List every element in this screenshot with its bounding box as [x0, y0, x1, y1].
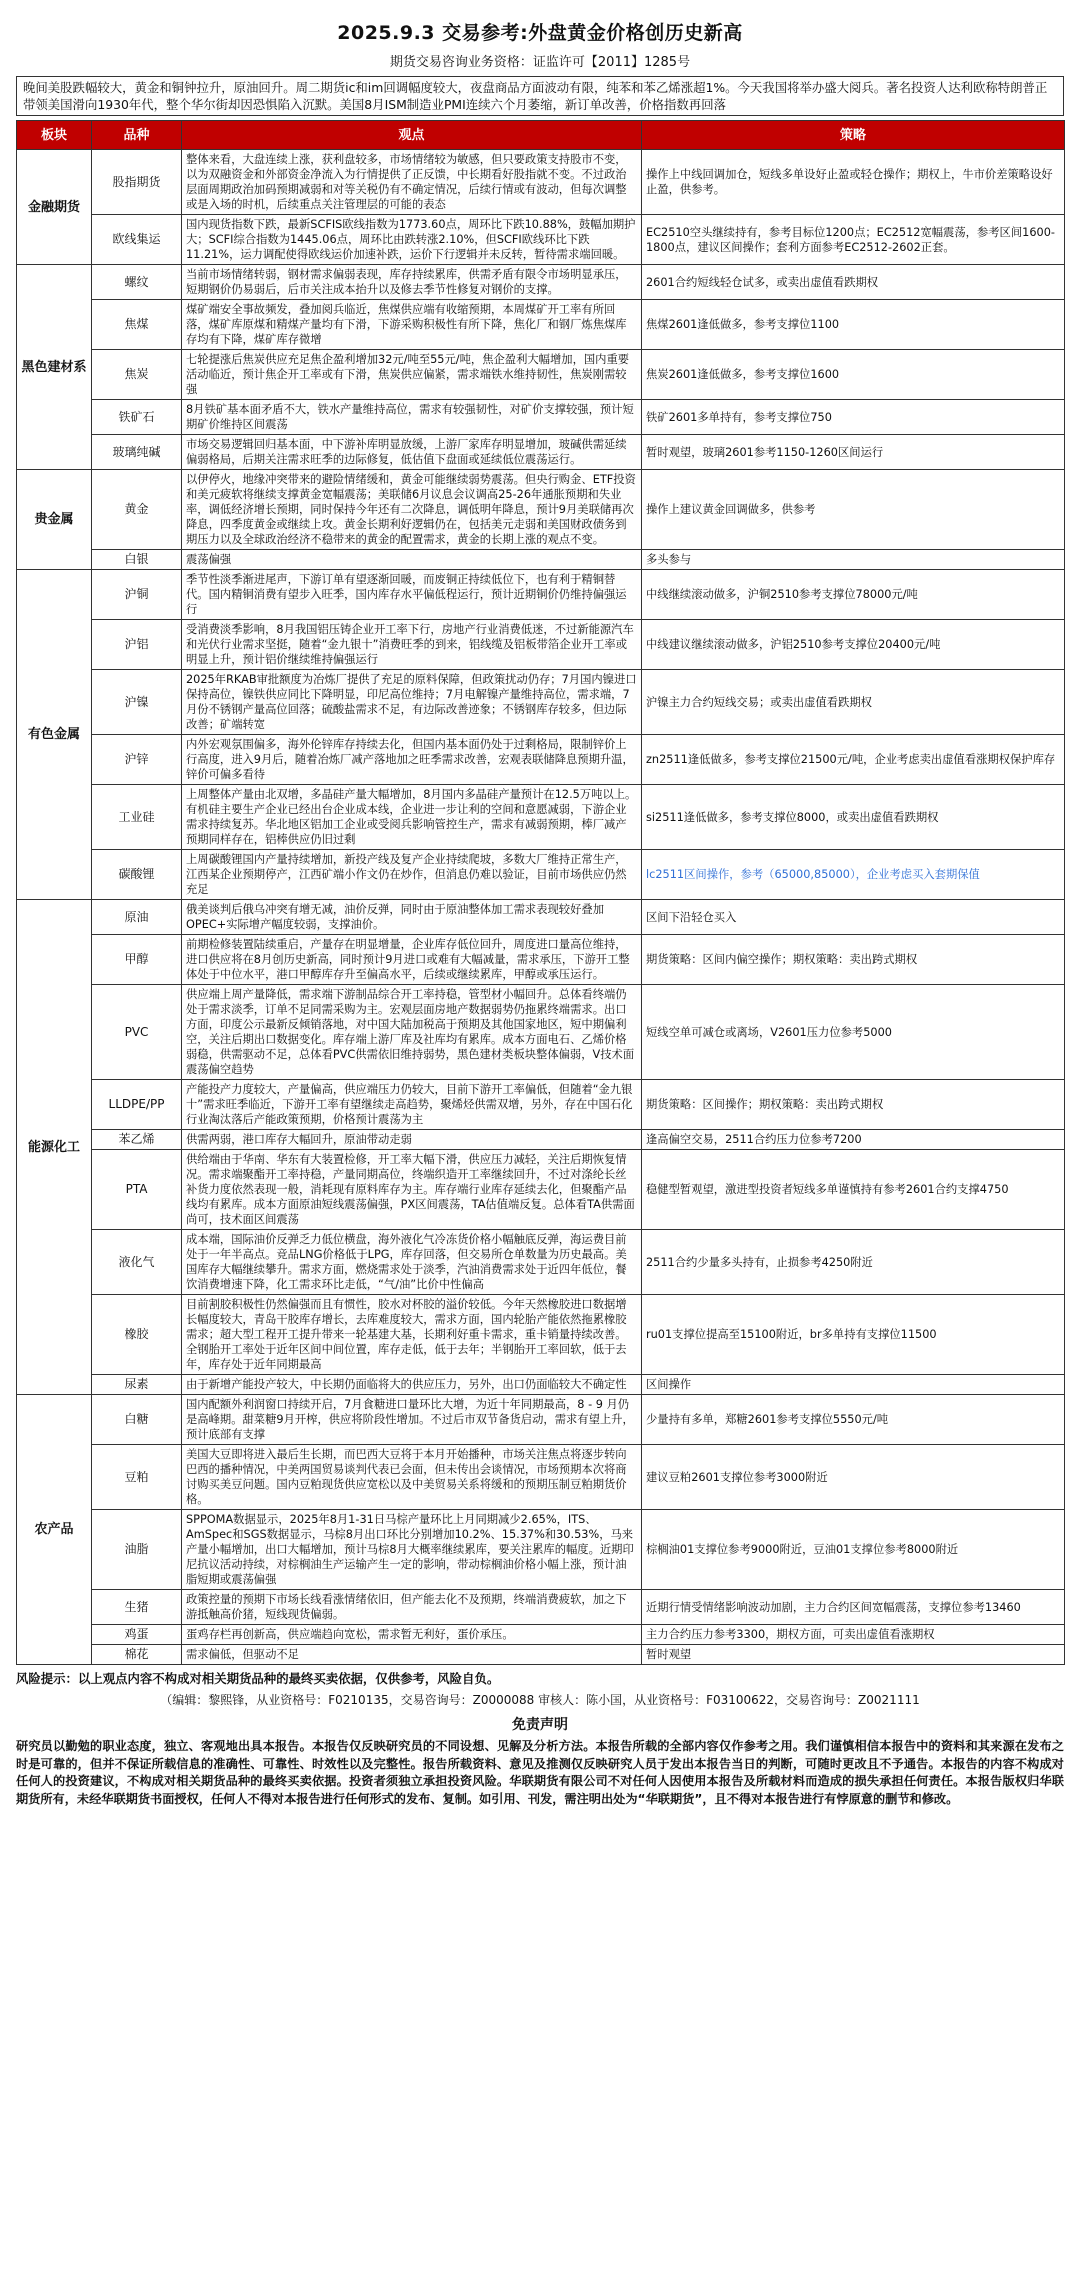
strategy-cell: 短线空单可减仓或离场，V2601压力位参考5000: [642, 985, 1065, 1080]
strategy-cell: 期货策略：区间内偏空操作；期权策略：卖出跨式期权: [642, 935, 1065, 985]
product-cell: 焦煤: [92, 300, 182, 350]
table-row: [17, 1445, 1065, 1510]
product-cell: 工业硅: [92, 785, 182, 850]
strategy-cell: 暂时观望，玻璃2601参考1150-1260区间运行: [642, 435, 1065, 470]
sector-cell: 有色金属: [17, 570, 92, 900]
strategy-cell: 操作上中线回调加仓，短线多单设好止盈或轻仓操作；期权上，牛市价差策略设好止盈，供参考。: [642, 150, 1065, 215]
strategy-cell: 暂时观望: [642, 1645, 1065, 1665]
strategy-cell: 2511合约少量多头持有，止损参考4250附近: [642, 1230, 1065, 1295]
view-cell: 蛋鸡存栏再创新高，供应端趋向宽松，需求暂无利好，蛋价承压。: [182, 1625, 642, 1645]
strategy-cell: 棕榈油01支撑位参考9000附近，豆油01支撑位参考8000附近: [642, 1510, 1065, 1590]
view-cell: 8月铁矿基本面矛盾不大，铁水产量维持高位，需求有较强韧性，对矿价支撑较强，预计短期矿价维持区间震荡: [182, 400, 642, 435]
strategy-cell: lc2511区间操作，参考（65000,85000），企业考虑买入套期保值: [642, 850, 1065, 900]
report-page: [16, 0, 1064, 1808]
product-cell: 螺纹: [92, 265, 182, 300]
product-cell: 股指期货: [92, 150, 182, 215]
strategy-cell: 焦炭2601逢低做多，参考支撑位1600: [642, 350, 1065, 400]
strategy-cell: 主力合约压力参考3300，期权方面，可卖出虚值看涨期权: [642, 1625, 1065, 1645]
strategy-cell: 稳健型暂观望，激进型投资者短线多单谨慎持有参考2601合约支撑4750: [642, 1150, 1065, 1230]
reference-table: [16, 120, 1065, 1665]
view-cell: 供应端上周产量降低，需求端下游制品综合开工率持稳，管型材小幅回升。总体看终端仍处于需求淡季，订单不足同需采购为主。宏观层面房地产数据弱势仍拖累终端需求。出口方面，印度公示最新反倾销落地，对中国大陆加税高于预期及其他国家地区，短中期偏利空，关注后期出口数据变化。库存端上游厂库及社库均有累库。成本方面电石、乙烯价格弱稳，供需驱动不足，总体看PVC供需依旧维持弱势，黑色建材类板块整体偏弱，V技术面震荡偏空趋势: [182, 985, 642, 1080]
strategy-cell: 建议豆粕2601支撑位参考3000附近: [642, 1445, 1065, 1510]
table-row: [17, 620, 1065, 670]
header-product: 品种: [92, 121, 182, 150]
table-row: [17, 1080, 1065, 1130]
view-cell: SPPOMA数据显示，2025年8月1-31日马棕产量环比上月同期减少2.65%，ITS、AmSpec和SGS数据显示，马棕8月出口环比分别增加10.2%、15.37%和30.53%，马来产量小幅增加，出口大幅增加，预计马棕8月大概率继续累库，要关注累库的幅度。近期印尼抗议活动持续，对棕榈油生产运输产生一定的影响，带动棕榈油价格小幅上涨，预计油脂短期或震荡偏强: [182, 1510, 642, 1590]
strategy-cell: 中线继续滚动做多，沪铜2510参考支撑位78000元/吨: [642, 570, 1065, 620]
product-cell: 沪锌: [92, 735, 182, 785]
table-row: [17, 1230, 1065, 1295]
strategy-cell: 近期行情受情绪影响波动加剧，主力合约区间宽幅震荡，支撑位参考13460: [642, 1590, 1065, 1625]
view-cell: 政策控量的预期下市场长线看涨情绪依旧，但产能去化不及预期，终端消费疲软，加之下游抵触高价猪，短线现货偏弱。: [182, 1590, 642, 1625]
table-row: [17, 1625, 1065, 1645]
disclaimer-title: 免责声明: [512, 1717, 568, 1733]
table-body: [17, 150, 1065, 1665]
table-row: [17, 570, 1065, 620]
table-row: [17, 1590, 1065, 1625]
product-cell: 苯乙烯: [92, 1130, 182, 1150]
table-row: [17, 265, 1065, 300]
product-cell: PVC: [92, 985, 182, 1080]
sector-cell: 能源化工: [17, 900, 92, 1395]
product-cell: 尿素: [92, 1375, 182, 1395]
view-cell: 市场交易逻辑回归基本面，中下游补库明显放缓，上游厂家库存明显增加，玻碱供需延续偏弱格局，后期关注需求旺季的边际修复，低估值下盘面或延续低位震荡运行。: [182, 435, 642, 470]
table-row: [17, 850, 1065, 900]
product-cell: 铁矿石: [92, 400, 182, 435]
table-row: [17, 1645, 1065, 1665]
table-row: [17, 1130, 1065, 1150]
product-cell: 液化气: [92, 1230, 182, 1295]
strategy-cell: 铁矿2601多单持有，参考支撑位750: [642, 400, 1065, 435]
strategy-cell: ru01支撑位提高至15100附近，br多单持有支撑位11500: [642, 1295, 1065, 1375]
strategy-cell: 逢高偏空交易，2511合约压力位参考7200: [642, 1130, 1065, 1150]
table-row: [17, 985, 1065, 1080]
table-row: [17, 670, 1065, 735]
strategy-cell: 多头参与: [642, 550, 1065, 570]
header-sector: 板块: [17, 121, 92, 150]
table-header-row: [17, 121, 1065, 150]
product-cell: PTA: [92, 1150, 182, 1230]
view-cell: 供需两弱，港口库存大幅回升，原油带动走弱: [182, 1130, 642, 1150]
view-cell: 上周整体产量由北双增，多晶硅产量大幅增加，8月国内多晶硅产量预计在12.5万吨以上。有机硅主要生产企业已经出台企业成本线，企业进一步让利的空间和意愿减弱，下游企业需求持续复苏。华北地区铝加工企业或受阅兵影响管控生产，需求有减弱预期，棒厂减产预期同样存在，铝棒供应仍旧过剩: [182, 785, 642, 850]
market-intro: 晚间美股跌幅较大，黄金和铜钟拉升，原油回升。周二期货ic和im回调幅度较大，夜盘商品方面波动有限，纯苯和苯乙烯涨超1%。今天我国将举办盛大阅兵。著名投资人达利欧称特朗普正带领美国滑向1930年代，整个华尔街却因恐惧陷入沉默。美国8月ISM制造业PMI连续六个月萎缩，新订单改善，价格指数再回落: [16, 76, 1064, 116]
strategy-cell: 焦煤2601逢低做多，参考支撑位1100: [642, 300, 1065, 350]
product-cell: 生猪: [92, 1590, 182, 1625]
page-title: 2025.9.3 交易参考:外盘黄金价格创历史新高: [337, 22, 743, 44]
table-row: [17, 550, 1065, 570]
view-cell: 需求偏低，但驱动不足: [182, 1645, 642, 1665]
strategy-cell: 期货策略：区间操作；期权策略：卖出跨式期权: [642, 1080, 1065, 1130]
sector-cell: 贵金属: [17, 470, 92, 570]
table-row: [17, 1395, 1065, 1445]
strategy-cell: 操作上建议黄金回调做多，供参考: [642, 470, 1065, 550]
product-cell: 玻璃纯碱: [92, 435, 182, 470]
table-row: [17, 1375, 1065, 1395]
table-row: [17, 735, 1065, 785]
product-cell: 沪铜: [92, 570, 182, 620]
view-cell: 美国大豆即将进入最后生长期，而巴西大豆将于本月开始播种，市场关注焦点将逐步转向巴西的播种情况，中美两国贸易谈判代表已会面，但未传出会谈情况，市场预期本次将商讨购买美豆问题。国内豆粕现货供应宽松以及中美贸易关系将缓和的预期压制豆粕期货价格。: [182, 1445, 642, 1510]
product-cell: 棉花: [92, 1645, 182, 1665]
table-row: [17, 935, 1065, 985]
strategy-cell: 少量持有多单，郑糖2601参考支撑位5550元/吨: [642, 1395, 1065, 1445]
view-cell: 内外宏观氛围偏多，海外伦锌库存持续去化，但国内基本面仍处于过剩格局，限制锌价上行高度，进入9月后，随着冶炼厂减产落地加之旺季需求改善，宏观表联储降息预期升温，锌价可偏多看待: [182, 735, 642, 785]
table-row: [17, 470, 1065, 550]
product-cell: 甲醇: [92, 935, 182, 985]
header-strategy: 策略: [642, 121, 1065, 150]
view-cell: 国内配额外利润窗口持续开启，7月食糖进口量环比大增，为近十年同期最高，8 - 9 月仍是高峰期。甜菜糖9月开榨，供应将阶段性增加。不过后市双节备货启动，需求有望上升，预计底部有支撑: [182, 1395, 642, 1445]
product-cell: 焦炭: [92, 350, 182, 400]
product-cell: 沪铝: [92, 620, 182, 670]
view-cell: 季节性淡季渐进尾声，下游订单有望逐渐回暖，而废铜正持续低位下，也有利于精铜替代。国内精铜消费有望步入旺季，国内库存水平偏低程运行，预计近期铜价仍维持偏强运行: [182, 570, 642, 620]
table-row: [17, 350, 1065, 400]
sector-cell: 黑色建材系: [17, 265, 92, 470]
product-cell: 鸡蛋: [92, 1625, 182, 1645]
product-cell: LLDPE/PP: [92, 1080, 182, 1130]
disclaimer-text: 研究员以勤勉的职业态度，独立、客观地出具本报告。本报告仅反映研究员的不同设想、见解及分析方法。本报告所载的全部内容仅作参考之用。我们谨慎相信本报告中的资料和其来源在发布之时是可靠的，但并不保证所载信息的准确性、可靠性、时效性以及完整性。报告所载资料、意见及推测仅反映研究人员于发出本报告当日的判断，可随时更改且不予通告。本报告的内容不构成对任何人的投资建议，不构成对相关期货品种的最终买卖依据。投资者须独立承担投资风险。华联期货有限公司不对任何人因使用本报告及所载材料而造成的损失承担任何责任。本报告版权归华联期货所有，未经华联期货书面授权，任何人不得对本报告进行任何形式的发布、复制。如引用、刊发，需注明出处为“华联期货”，且不得对本报告进行有悖原意的删节和修改。: [16, 1739, 1064, 1806]
view-cell: 供给端由于华南、华东有大装置检修，开工率大幅下滑，供应压力减轻，关注后期恢复情况。需求端聚酯开工率持稳，产量同期高位，终端织造开工率继续回升，不过对涤纶长丝补货力度依然表现一般，消耗现有原料库存为主。库存端行业库存延续去化，但聚酯产品线均有累库。成本方面原油短线震荡偏强，PX区间震荡，TA估值端反复。总体看TA供需面尚可，技术面区间震荡: [182, 1150, 642, 1230]
table-row: [17, 435, 1065, 470]
table-row: [17, 1295, 1065, 1375]
view-cell: 国内现货指数下跌，最新SCFIS欧线指数为1773.60点，周环比下跌10.88%，鼓幅加期护大；SCFI综合指数为1445.06点，周环比由跌转涨2.10%，但SCFI欧线环比下跌11.21%，运力调配使得欧线运价加速补跌，运价下行逻辑并未反转，暂待需求端回暖。: [182, 215, 642, 265]
product-cell: 白糖: [92, 1395, 182, 1445]
view-cell: 成本端，国际油价反弹乏力低位横盘，海外液化气冷冻货价格小幅触底反弹，海运费目前处于一年半高点。竞品LNG价格低于LPG，库存回落，但交易所仓单数量为历史最高。美国库存大幅继续攀升。需求方面，燃烧需求处于淡季，汽油消费需求处于近四年低位，餐饮消费增速下降，化工需求环比走低，“气/油”比价中性偏高: [182, 1230, 642, 1295]
header-view: 观点: [182, 121, 642, 150]
strategy-cell: 中线建议继续滚动做多，沪铝2510参考支撑位20400元/吨: [642, 620, 1065, 670]
view-cell: 由于新增产能投产较大，中长期仍面临将大的供应压力，另外，出口仍面临较大不确定性: [182, 1375, 642, 1395]
sector-cell: 农产品: [17, 1395, 92, 1665]
table-row: [17, 1510, 1065, 1590]
view-cell: 产能投产力度较大，产量偏高，供应端压力仍较大，目前下游开工率偏低，但随着“金九银十”需求旺季临近，下游开工率有望继续走高趋势，聚烯烃供需双增，另外，存在中国石化行业淘汰落后产能政策预期，价格预计震荡为主: [182, 1080, 642, 1130]
strategy-cell: 2601合约短线轻仓试多，或卖出虚值看跌期权: [642, 265, 1065, 300]
sector-cell: 金融期货: [17, 150, 92, 265]
product-cell: 黄金: [92, 470, 182, 550]
strategy-cell: zn2511逢低做多，参考支撑位21500元/吨，企业考虑卖出虚值看涨期权保护库存: [642, 735, 1065, 785]
table-row: [17, 400, 1065, 435]
strategy-cell: 沪镍主力合约短线交易；或卖出虚值看跌期权: [642, 670, 1065, 735]
product-cell: 沪镍: [92, 670, 182, 735]
table-row: [17, 785, 1065, 850]
product-cell: 原油: [92, 900, 182, 935]
table-row: [17, 1150, 1065, 1230]
product-cell: 橡胶: [92, 1295, 182, 1375]
license-subtitle: 期货交易咨询业务资格：证监许可【2011】1285号: [389, 55, 691, 70]
view-cell: 目前割胶积极性仍然偏强而且有惯性，胶水对杯胶的溢价较低。今年天然橡胶进口数据增长幅度较大，青岛干胶库存增长，去库难度较大，需求方面，国内轮胎产能依然拖累橡胶需求；超大型工程开工提升带来一轮基建大基，长期利好重卡需求，重卡销量持续改善。全钢胎开工率处于近年区间中间位置，库存走低，低于去年；半钢胎开工率回软，低于去年，库存处于近年同期最高: [182, 1295, 642, 1375]
strategy-cell: EC2510空头继续持有，参考目标位1200点；EC2512宽幅震荡，参考区间1600-1800点，建议区间操作；套利方面参考EC2512-2602正套。: [642, 215, 1065, 265]
view-cell: 整体来看，大盘连续上涨，获利盘较多，市场情绪较为敏感，但只要政策支持股市不变，以为双融资金和外部资金净流入为行情提供了正反馈，中长期看好股指就不变。不过政治层面周期政治加码预期减弱和对等关税仍有不确定情况，后续行情或有波动，但每次调整或是入场的时机，后续重点关注管理层的可能的表态: [182, 150, 642, 215]
view-cell: 以伊停火，地缘冲突带来的避险情绪缓和，黄金可能继续弱势震荡。但央行购金、ETF投资和美元疲软将继续支撑黄金宽幅震荡；美联储6月议息会议调高25-26年通胀预期和失业率，调低经济增长预期，同时保持今年还有二次降息，调低明年降息，预计9月美联储再次降息，四季度黄金或继续上攻。黄金长期利好逻辑仍在，包括美元走弱和美国财政债务到期压力以及全球政治经济不稳带来的黄金的配置需求，黄金的长期上涨的观点不变。: [182, 470, 642, 550]
view-cell: 受消费淡季影响，8月我国铝压铸企业开工率下行，房地产行业消费低迷，不过新能源汽车和光伏行业需求坚挺，随着“金九银十”消费旺季的到来，铝线缆及铝板带箔企业开工率或明显上升，预计铝价继续维持偏强运行: [182, 620, 642, 670]
product-cell: 白银: [92, 550, 182, 570]
table-row: [17, 900, 1065, 935]
view-cell: 七轮提涨后焦炭供应充足焦企盈利增加32元/吨至55元/吨，焦企盈利大幅增加，国内重要活动临近，预计焦企开工率或有下滑，焦炭供应偏紧，需求端铁水维持韧性，焦炭刚需较强: [182, 350, 642, 400]
strategy-cell: 区间操作: [642, 1375, 1065, 1395]
view-cell: 当前市场情绪转弱，钢材需求偏弱表现，库存持续累库，供需矛盾有限令市场明显承压，短期钢价仍易弱后，后市关注成本抬升以及修去季节性修复对钢价的支撑。: [182, 265, 642, 300]
view-cell: 上周碳酸锂国内产量持续增加，新投产线及复产企业持续爬坡，多数大厂维持正常生产，江西某企业预期停产，江西矿端小作文仍在炒作，但消息仍难以验证，目前市场供应仍然充足: [182, 850, 642, 900]
product-cell: 豆粕: [92, 1445, 182, 1510]
product-cell: 碳酸锂: [92, 850, 182, 900]
strategy-cell: 区间下沿轻仓买入: [642, 900, 1065, 935]
strategy-cell: si2511逢低做多，参考支撑位8000，或卖出虚值看跌期权: [642, 785, 1065, 850]
view-cell: 前期检修装置陆续重启，产量存在明显增量，企业库存低位回升，周度进口量高位维持，进口供应将在8月创历史新高，同时预计9月进口或难有大幅减量，需求承压，下游开工整体处于中位水平，港口甲醇库存升至偏高水平，后续或继续累库，甲醇或承压运行。: [182, 935, 642, 985]
view-cell: 俄美谈判后俄乌冲突有增无减，油价反弹，同时由于原油整体加工需求表现较好叠加OPEC+实际增产幅度较弱，支撑油价。: [182, 900, 642, 935]
editor-info: （编辑：黎熙锋，从业资格号：F0210135，交易咨询号：Z0000088 审核人：陈小国，从业资格号：F03100622，交易咨询号：Z0021111: [160, 1693, 920, 1707]
table-row: [17, 300, 1065, 350]
product-cell: 欧线集运: [92, 215, 182, 265]
table-row: [17, 215, 1065, 265]
view-cell: 2025年RKAB审批额度为冶炼厂提供了充足的原料保障，但政策扰动仍存；7月国内镍进口保持高位，镍铁供应同比下降明显，印尼高位维持；7月电解镍产量维持高位，需求端，7月份不锈钢产量高位回落；硫酸盐需求不足，有边际改善迹象；不锈钢库存较多，但边际改善；矿端转宽: [182, 670, 642, 735]
product-cell: 油脂: [92, 1510, 182, 1590]
risk-warning: 风险提示：以上观点内容不构成对相关期货品种的最终买卖依据，仅供参考，风险自负。: [16, 1671, 500, 1686]
view-cell: 煤矿端安全事故频发，叠加阅兵临近，焦煤供应端有收缩预期，本周煤矿开工率有所回落，煤矿库原煤和精煤产量均有下滑，下游采购积极性有所下降，焦化厂和钢厂炼焦煤库存均有下降，煤矿库存微增: [182, 300, 642, 350]
view-cell: 震荡偏强: [182, 550, 642, 570]
table-row: [17, 150, 1065, 215]
